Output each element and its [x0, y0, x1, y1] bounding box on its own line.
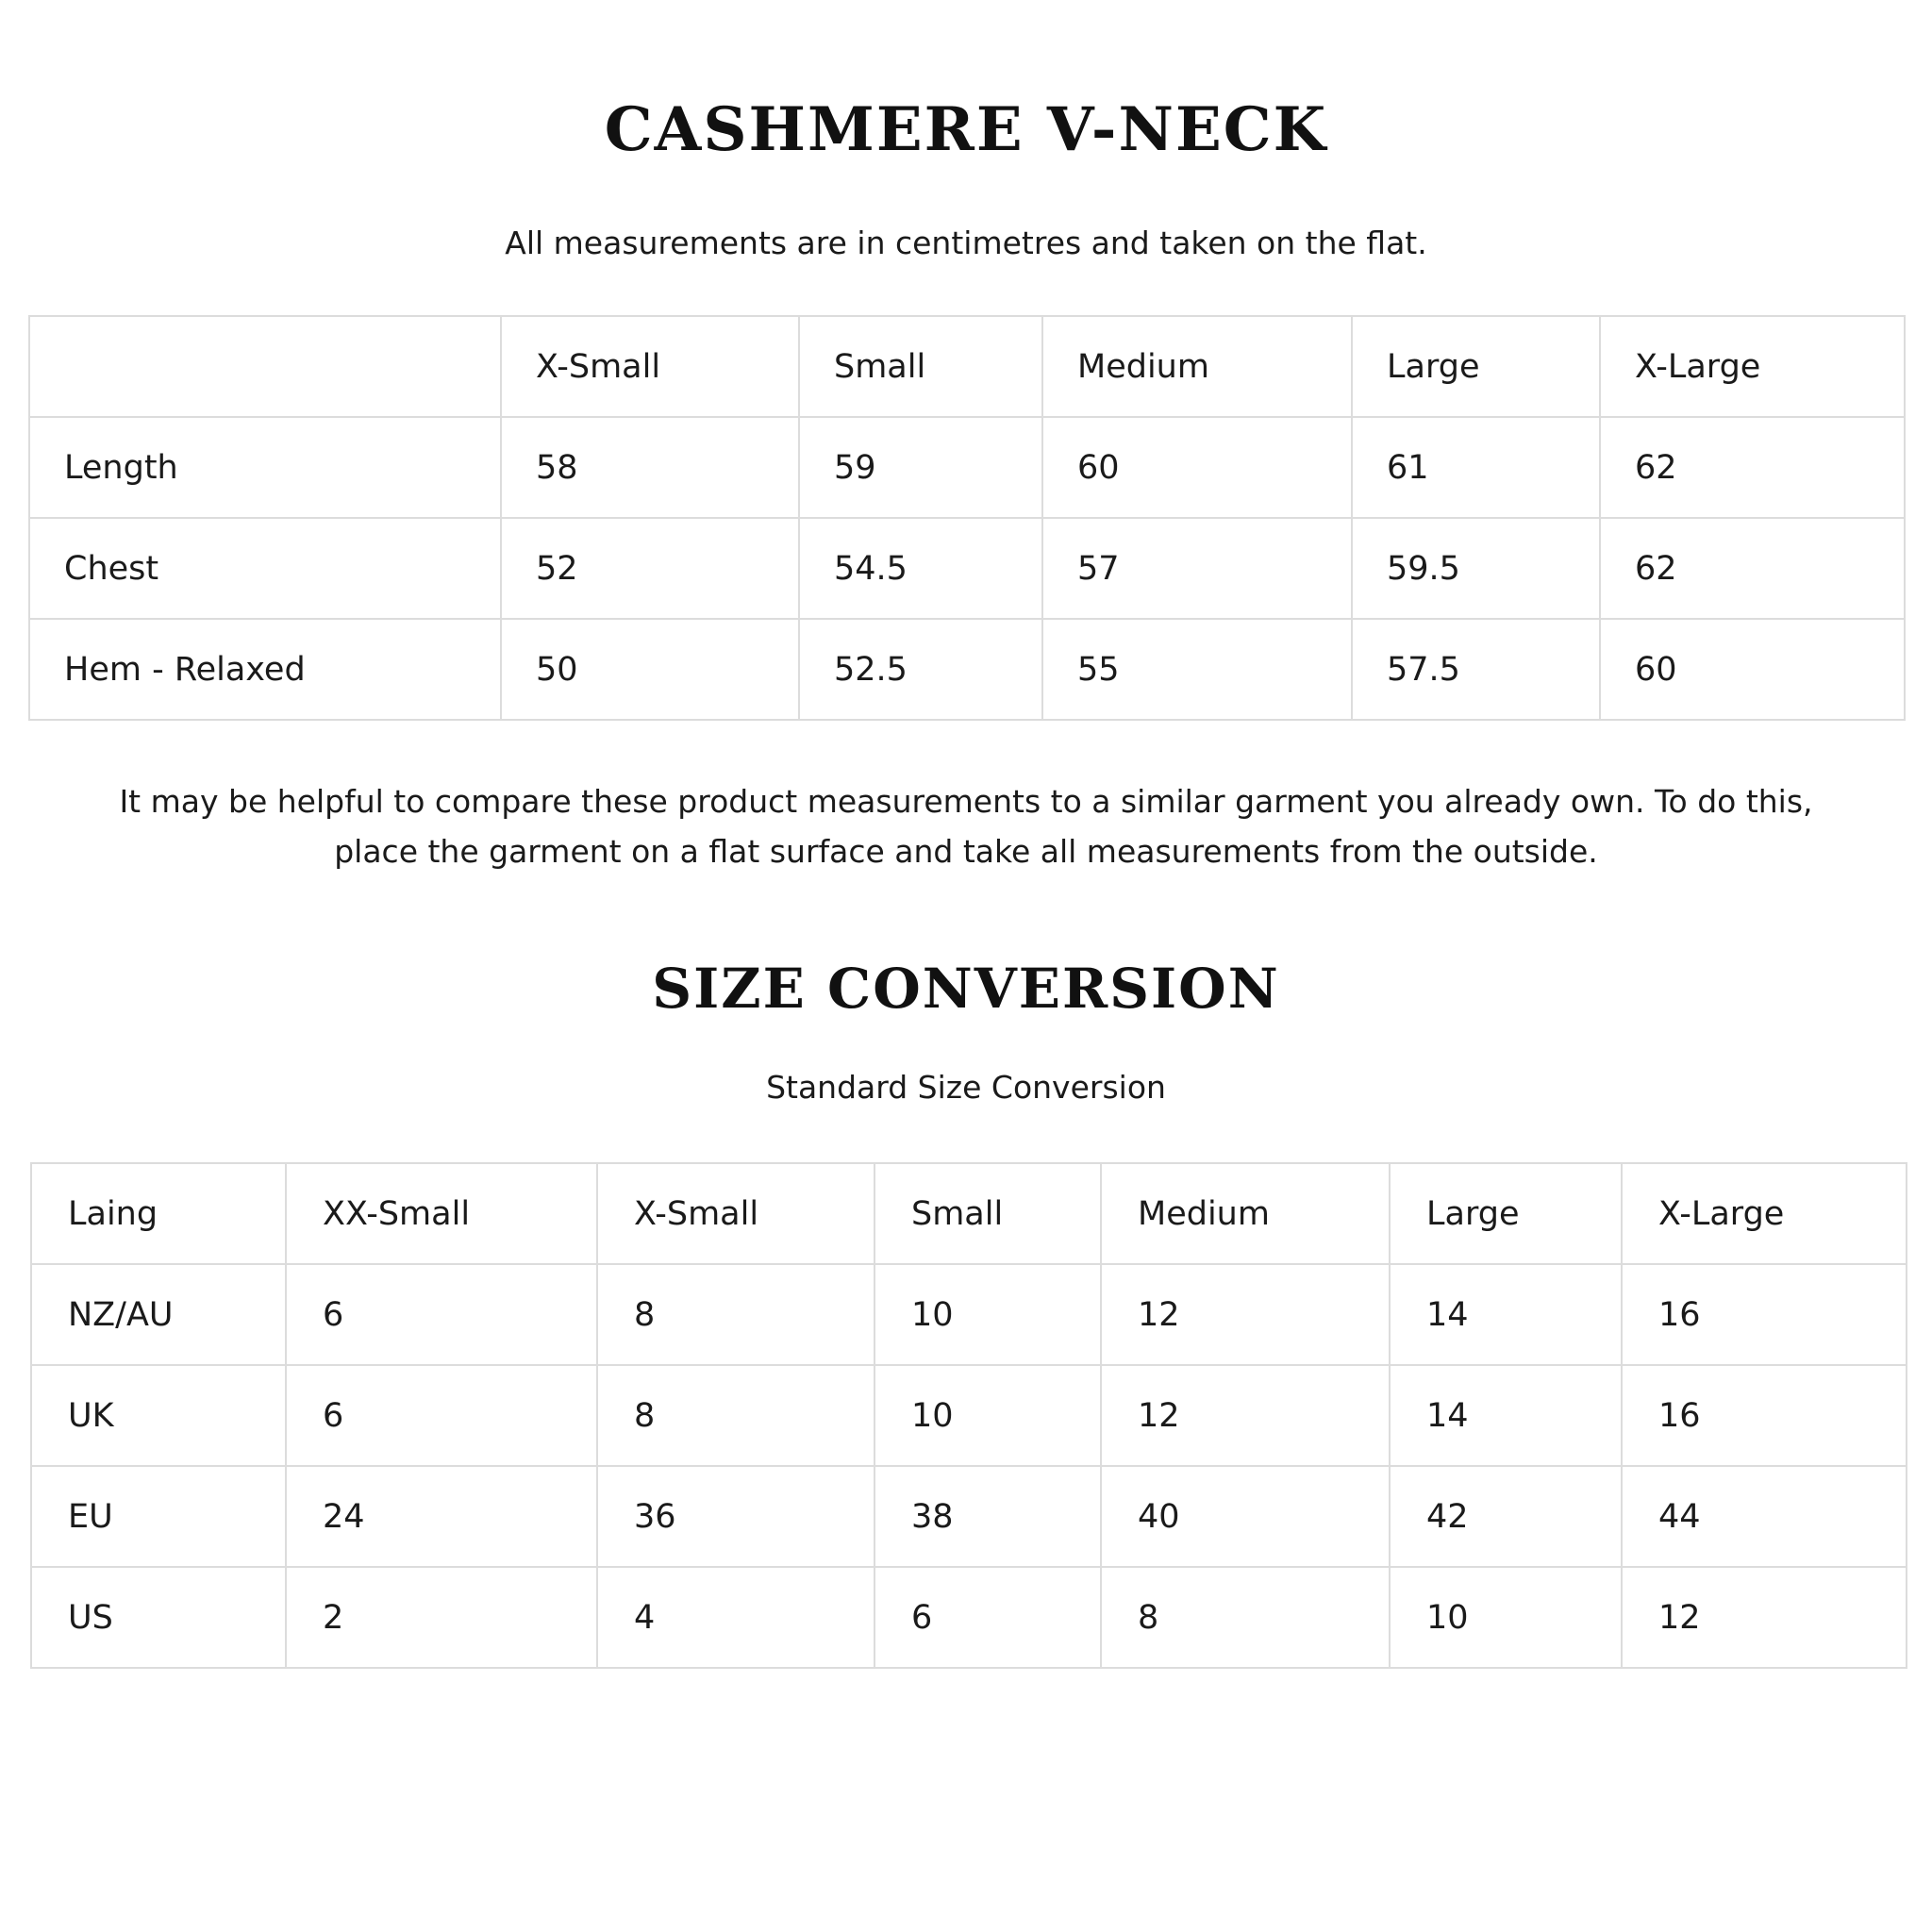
table-row — [31, 1567, 1907, 1668]
table-cell: 60 — [1600, 619, 1905, 720]
size-conversion-table — [30, 1162, 1907, 1669]
measurement-subtitle: All measurements are in centimetres and taken on the flat. — [505, 225, 1427, 261]
table-cell: 16 — [1622, 1264, 1907, 1365]
table-cell: 52 — [501, 518, 799, 619]
table-cell: 6 — [874, 1567, 1101, 1668]
table-cell: 62 — [1600, 518, 1905, 619]
table-cell: 6 — [286, 1264, 597, 1365]
table-cell: 57 — [1042, 518, 1352, 619]
header-cell: Large — [1390, 1163, 1622, 1264]
header-cell: X-Small — [597, 1163, 874, 1264]
header-cell: Small — [799, 316, 1042, 417]
table-cell: 8 — [597, 1264, 874, 1365]
table-cell: 61 — [1352, 417, 1600, 518]
table-cell: 40 — [1101, 1466, 1390, 1567]
table-cell: 12 — [1101, 1264, 1390, 1365]
table-cell: 24 — [286, 1466, 597, 1567]
table-cell: 14 — [1390, 1264, 1622, 1365]
table-row — [29, 417, 1905, 518]
table-cell: 54.5 — [799, 518, 1042, 619]
table-cell: 12 — [1101, 1365, 1390, 1466]
row-label: NZ/AU — [31, 1264, 286, 1365]
row-label: EU — [31, 1466, 286, 1567]
conversion-title: SIZE CONVERSION — [652, 957, 1280, 1021]
table-cell: 58 — [501, 417, 799, 518]
measurement-table — [28, 315, 1906, 721]
header-cell — [29, 316, 501, 417]
table-cell: 14 — [1390, 1365, 1622, 1466]
header-cell: X-Large — [1600, 316, 1905, 417]
table-row — [31, 1365, 1907, 1466]
table-cell: 10 — [874, 1365, 1101, 1466]
header-cell: Small — [874, 1163, 1101, 1264]
header-cell: XX-Small — [286, 1163, 597, 1264]
table-row — [29, 619, 1905, 720]
row-label: US — [31, 1567, 286, 1668]
row-label: Hem - Relaxed — [29, 619, 501, 720]
table-cell: 38 — [874, 1466, 1101, 1567]
header-cell: Medium — [1042, 316, 1352, 417]
row-label: UK — [31, 1365, 286, 1466]
table-cell: 10 — [874, 1264, 1101, 1365]
header-cell: X-Small — [501, 316, 799, 417]
conversion-subtitle: Standard Size Conversion — [766, 1069, 1166, 1106]
table-cell: 16 — [1622, 1365, 1907, 1466]
table-header-row — [29, 316, 1905, 417]
table-cell: 62 — [1600, 417, 1905, 518]
table-row — [31, 1466, 1907, 1567]
page-title: CASHMERE V-NECK — [604, 94, 1328, 165]
table-cell: 4 — [597, 1567, 874, 1668]
header-cell: Large — [1352, 316, 1600, 417]
table-cell: 44 — [1622, 1466, 1907, 1567]
table-header-row — [31, 1163, 1907, 1264]
table-cell: 57.5 — [1352, 619, 1600, 720]
row-label: Length — [29, 417, 501, 518]
header-cell: Laing — [31, 1163, 286, 1264]
table-cell: 36 — [597, 1466, 874, 1567]
table-row — [29, 518, 1905, 619]
table-cell: 52.5 — [799, 619, 1042, 720]
table-cell: 59.5 — [1352, 518, 1600, 619]
table-cell: 6 — [286, 1365, 597, 1466]
table-cell: 12 — [1622, 1567, 1907, 1668]
header-cell: Medium — [1101, 1163, 1390, 1264]
table-cell: 8 — [1101, 1567, 1390, 1668]
table-cell: 10 — [1390, 1567, 1622, 1668]
table-cell: 60 — [1042, 417, 1352, 518]
table-cell: 2 — [286, 1567, 597, 1668]
table-cell: 50 — [501, 619, 799, 720]
table-cell: 55 — [1042, 619, 1352, 720]
header-cell: X-Large — [1622, 1163, 1907, 1264]
table-row — [31, 1264, 1907, 1365]
table-cell: 8 — [597, 1365, 874, 1466]
table-cell: 59 — [799, 417, 1042, 518]
row-label: Chest — [29, 518, 501, 619]
measurement-note: It may be helpful to compare these product measurements to a similar garment you already own. To do this, place the garment on a flat surface and take all measurements from the outside. — [119, 783, 1813, 870]
table-cell: 42 — [1390, 1466, 1622, 1567]
